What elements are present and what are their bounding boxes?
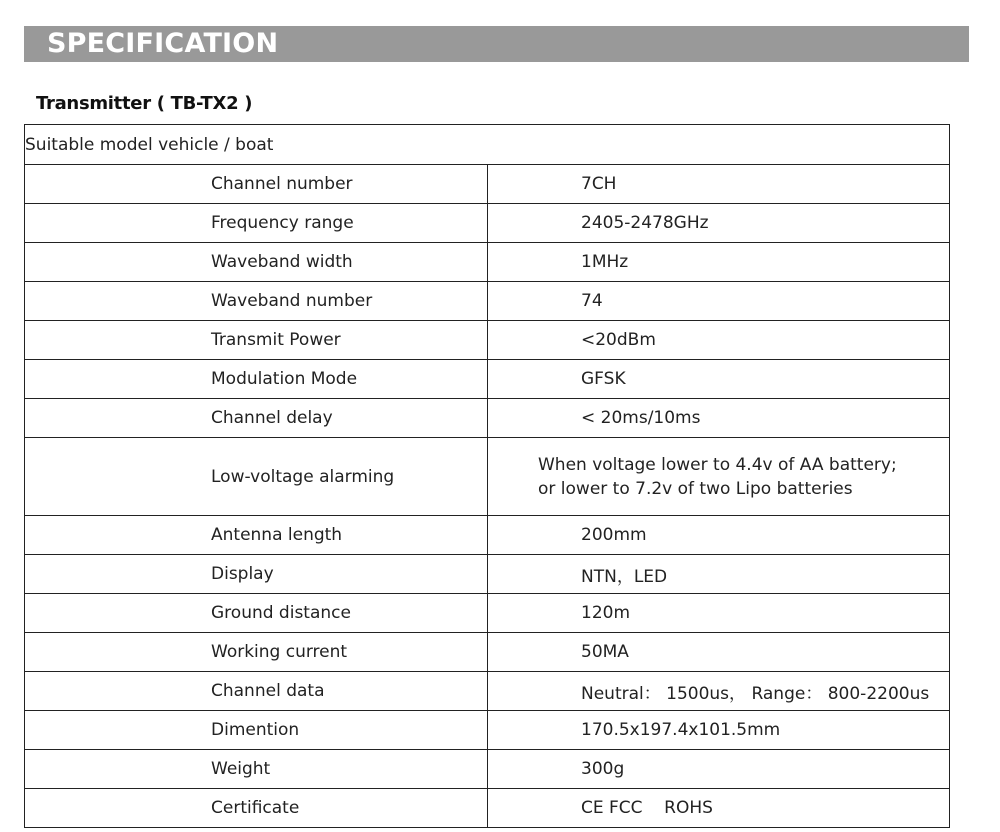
spec-value-line: When voltage lower to 4.4v of AA battery; — [538, 454, 897, 475]
spec-label: Waveband width — [25, 243, 488, 282]
spec-value: 120m — [488, 594, 950, 633]
table-row — [25, 282, 950, 321]
spec-label: Transmit Power — [25, 321, 488, 360]
header-bar — [24, 26, 969, 62]
spec-value: 200mm — [488, 516, 950, 555]
spec-label: Display — [25, 555, 488, 594]
spec-value: GFSK — [488, 360, 950, 399]
spec-table — [24, 124, 950, 828]
table-row — [25, 438, 950, 516]
spec-value: 1MHz — [488, 243, 950, 282]
section-title: Transmitter ( TB-TX2 ) — [36, 93, 253, 114]
table-row — [25, 243, 950, 282]
spec-label: Ground distance — [25, 594, 488, 633]
table-row — [25, 360, 950, 399]
spec-value: < 20ms/10ms — [488, 399, 950, 438]
table-row — [25, 672, 950, 711]
table-row — [25, 165, 950, 204]
table-row — [25, 555, 950, 594]
spec-label: Modulation Mode — [25, 360, 488, 399]
spec-value: 170.5x197.4x101.5mm — [488, 711, 950, 750]
spec-value: 50MA — [488, 633, 950, 672]
table-row — [25, 125, 950, 165]
spec-value: CE FCC ROHS — [488, 789, 950, 828]
spec-value: 7CH — [488, 165, 950, 204]
table-row — [25, 594, 950, 633]
spec-value: <20dBm — [488, 321, 950, 360]
spec-label: Antenna length — [25, 516, 488, 555]
table-row — [25, 399, 950, 438]
spec-value: 74 — [488, 282, 950, 321]
spec-label: Low-voltage alarming — [25, 438, 488, 516]
spec-label: Channel data — [25, 672, 488, 711]
table-row — [25, 711, 950, 750]
spec-value: 2405-2478GHz — [488, 204, 950, 243]
spec-label: Weight — [25, 750, 488, 789]
spec-label: Frequency range — [25, 204, 488, 243]
spec-value: vehicle / boat — [158, 134, 274, 155]
spec-label: Working current — [25, 633, 488, 672]
table-row — [25, 516, 950, 555]
table-row — [25, 789, 950, 828]
table-row — [25, 750, 950, 789]
spec-value: Neutral： 1500us， Range： 800-2200us — [488, 672, 950, 711]
table-row — [25, 321, 950, 360]
spec-value-line: or lower to 7.2v of two Lipo batteries — [538, 478, 853, 499]
merged-cell — [25, 125, 950, 165]
spec-label: Waveband number — [25, 282, 488, 321]
spec-label: Suitable model — [25, 134, 153, 155]
spec-label: Dimention — [25, 711, 488, 750]
spec-value: 300g — [488, 750, 950, 789]
spec-label: Channel number — [25, 165, 488, 204]
spec-value: NTN，LED — [488, 555, 950, 594]
spec-label: Certificate — [25, 789, 488, 828]
table-row — [25, 204, 950, 243]
table-row — [25, 633, 950, 672]
page-title: SPECIFICATION — [47, 28, 279, 59]
spec-value-multiline — [488, 438, 950, 516]
spec-label: Channel delay — [25, 399, 488, 438]
